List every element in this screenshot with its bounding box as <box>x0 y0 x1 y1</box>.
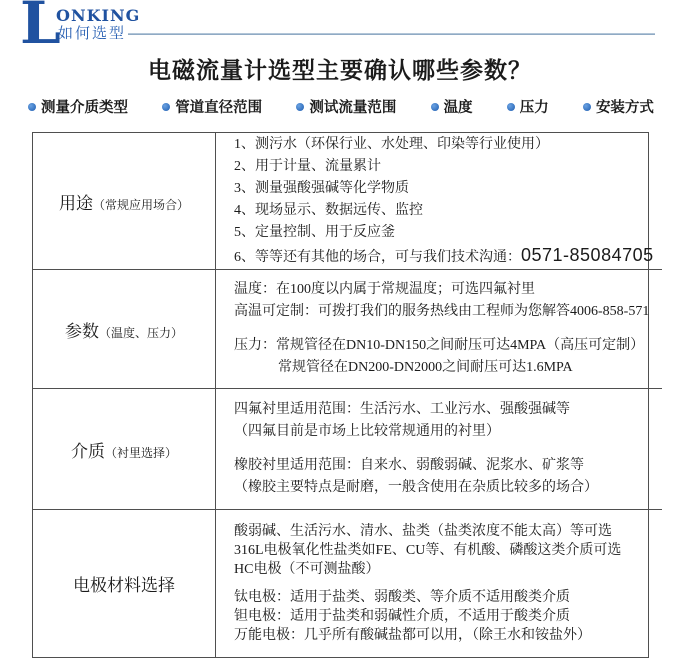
temperature-line: 温度：在100度以内属于常规温度；可选四氟衬里 <box>234 282 535 297</box>
pressure-line: 常规管径在DN200-DN2000之间耐压可达1.6MPA <box>278 360 573 375</box>
selection-table <box>32 132 654 658</box>
parameter-bullet-list <box>28 96 654 117</box>
row-label: 参数 <box>64 321 99 341</box>
bullet-dot-icon <box>583 103 591 111</box>
bullet-label: 测量介质类型 <box>41 100 128 116</box>
ptfe-lining-line: 四氟衬里适用范围：生活污水、工业污水、强酸强碱等 <box>234 402 570 417</box>
usage-line: 2、用于计量、流量累计 <box>234 158 381 174</box>
bullet-dot-icon <box>28 103 36 111</box>
row-label: 电极材料选择 <box>73 576 175 595</box>
electrode-line: 酸弱碱、生活污水、清水、盐类（盐类浓度不能太高）等可选 <box>234 524 612 539</box>
electrode-line: 316L电极氧化性盐类如FE、CU等、有机酸、磷酸这类介质可选 <box>234 543 622 558</box>
contact-phone: 0571-85084705 <box>521 244 654 265</box>
bullet-item-temperature <box>431 96 473 117</box>
bullet-dot-icon <box>507 103 515 111</box>
electrode-row-content <box>216 510 662 657</box>
usage-row-label <box>33 133 216 270</box>
bullet-label: 安装方式 <box>595 100 654 116</box>
row-label-note: （常规应用场合） <box>92 197 189 212</box>
rubber-lining-line: （橡胶主要特点是耐磨，一般含使用在杂质比较多的场合） <box>234 480 598 495</box>
bullet-dot-icon <box>431 103 439 111</box>
brand-tagline: 如何选型 <box>58 26 127 42</box>
row-label-note: （温度、压力） <box>98 325 183 340</box>
brand-name: ONKING <box>56 6 141 25</box>
ptfe-lining-line: （四氟目前是市场上比较常规通用的衬里） <box>234 424 500 439</box>
electrode-line: 万能电极：几乎所有酸碱盐都可以用，（除王水和铵盐外） <box>234 628 591 643</box>
bullet-label: 温度 <box>443 100 473 116</box>
electrode-line: 钽电极：适用于盐类和弱碱性介质，不适用于酸类介质 <box>234 609 570 624</box>
bullet-label: 压力 <box>519 100 549 116</box>
bullet-item-pressure <box>507 96 549 117</box>
temperature-line: 高温可定制：可拨打我们的服务热线由工程师为您解答4006-858-571 <box>234 304 650 319</box>
bullet-item-medium-type <box>28 96 128 117</box>
usage-line: 1、测污水（环保行业、水处理、印染等行业使用） <box>234 136 549 152</box>
electrode-row-label <box>33 510 216 657</box>
bullet-label: 管道直径范围 <box>175 100 263 116</box>
usage-line: 3、测量强酸强碱等化学物质 <box>234 180 409 196</box>
row-label: 介质 <box>70 441 105 461</box>
logo-mark <box>16 0 156 57</box>
pressure-line: 压力：常规管径在DN10-DN150之间耐压可达4MPA（高压可定制） <box>234 338 645 353</box>
bullet-item-pipe-diameter <box>162 96 262 117</box>
parameter-row-content <box>216 270 662 389</box>
row-label-note: （衬里选择） <box>104 445 177 460</box>
medium-row-label <box>33 389 216 510</box>
electrode-line: HC电极（不可测盐酸） <box>234 562 380 577</box>
rubber-lining-line: 橡胶衬里适用范围：自来水、弱酸弱碱、泥浆水、矿浆等 <box>234 458 584 473</box>
page-title: 电磁流量计选型主要确认哪些参数？ <box>148 58 532 83</box>
brand-letter-icon: L <box>20 0 61 57</box>
usage-line: 4、现场显示、数据远传、监控 <box>234 202 423 218</box>
usage-line: 5、定量控制、用于反应釜 <box>234 224 395 240</box>
electrode-line: 钛电极：适用于盐类、弱酸类、等介质不适用酸类介质 <box>234 590 570 605</box>
header-divider <box>128 33 655 35</box>
contact-text: 6、等等还有其他的场合，可与我们技术沟通： <box>234 249 521 265</box>
parameter-row-label <box>33 270 216 389</box>
bullet-item-flow-range <box>296 96 396 117</box>
usage-line-contact <box>234 244 654 269</box>
bullet-dot-icon <box>162 103 170 111</box>
usage-row-content <box>216 133 662 270</box>
medium-row-content <box>216 389 662 510</box>
bullet-label: 测试流量范围 <box>309 100 397 116</box>
row-label: 用途 <box>58 193 93 213</box>
bullet-item-installation <box>583 96 654 117</box>
bullet-dot-icon <box>296 103 304 111</box>
